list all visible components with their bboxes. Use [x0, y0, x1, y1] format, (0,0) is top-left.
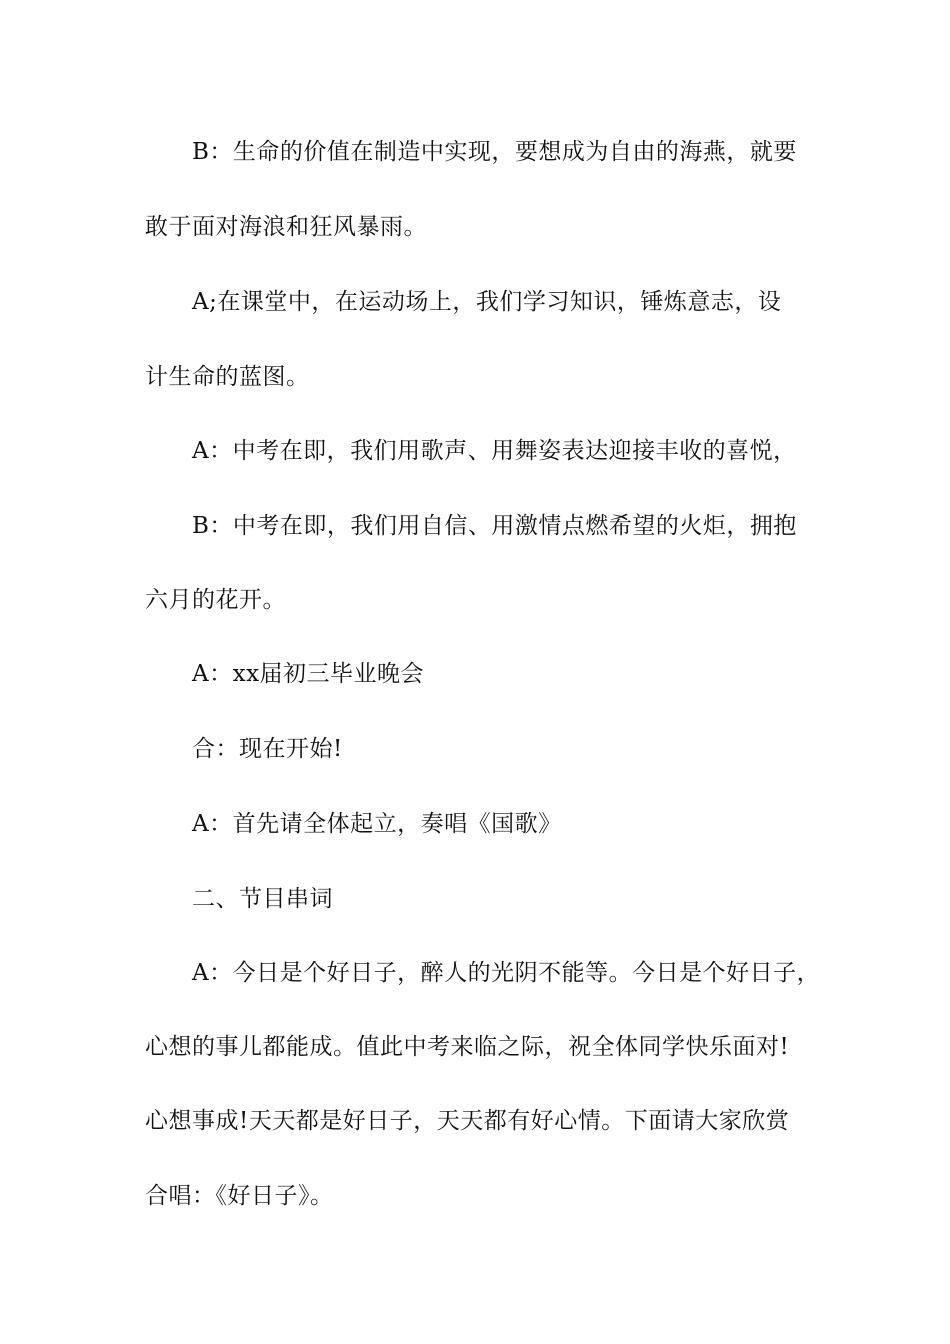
paragraph-line: A：首先请全体起立，奏唱《国歌》	[192, 811, 562, 837]
paragraph-line: 心想的事儿都能成。值此中考来临之际，祝全体同学快乐面对!	[145, 1034, 790, 1060]
paragraph-line: A：中考在即，我们用歌声、用舞姿表达迎接丰收的喜悦，	[192, 438, 797, 464]
paragraph-line: 合：现在开始!	[192, 736, 343, 762]
paragraph-line: A;在课堂中，在运动场上，我们学习知识，锤炼意志，设	[192, 289, 782, 315]
paragraph-line: 计生命的蓝图。	[145, 364, 310, 390]
paragraph-line: A：xx届初三毕业晚会	[192, 661, 425, 687]
paragraph-line: 六月的花开。	[145, 587, 286, 613]
paragraph-line: A：今日是个好日子，醉人的光阴不能等。今日是个好日子，	[192, 960, 821, 986]
paragraph-line: 敢于面对海浪和狂风暴雨。	[145, 214, 427, 240]
paragraph-line: B：生命的价值在制造中实现，要想成为自由的海燕，就要	[192, 139, 797, 165]
paragraph-line: 心想事成!天天都是好日子，天天都有好心情。下面请大家欣赏	[145, 1108, 790, 1134]
paragraph-line: 合唱：《好日子》。	[145, 1183, 334, 1209]
paragraph-line: B：中考在即，我们用自信、用激情点燃希望的火炬，拥抱	[192, 513, 797, 539]
section-heading: 二、节目串词	[192, 886, 333, 912]
